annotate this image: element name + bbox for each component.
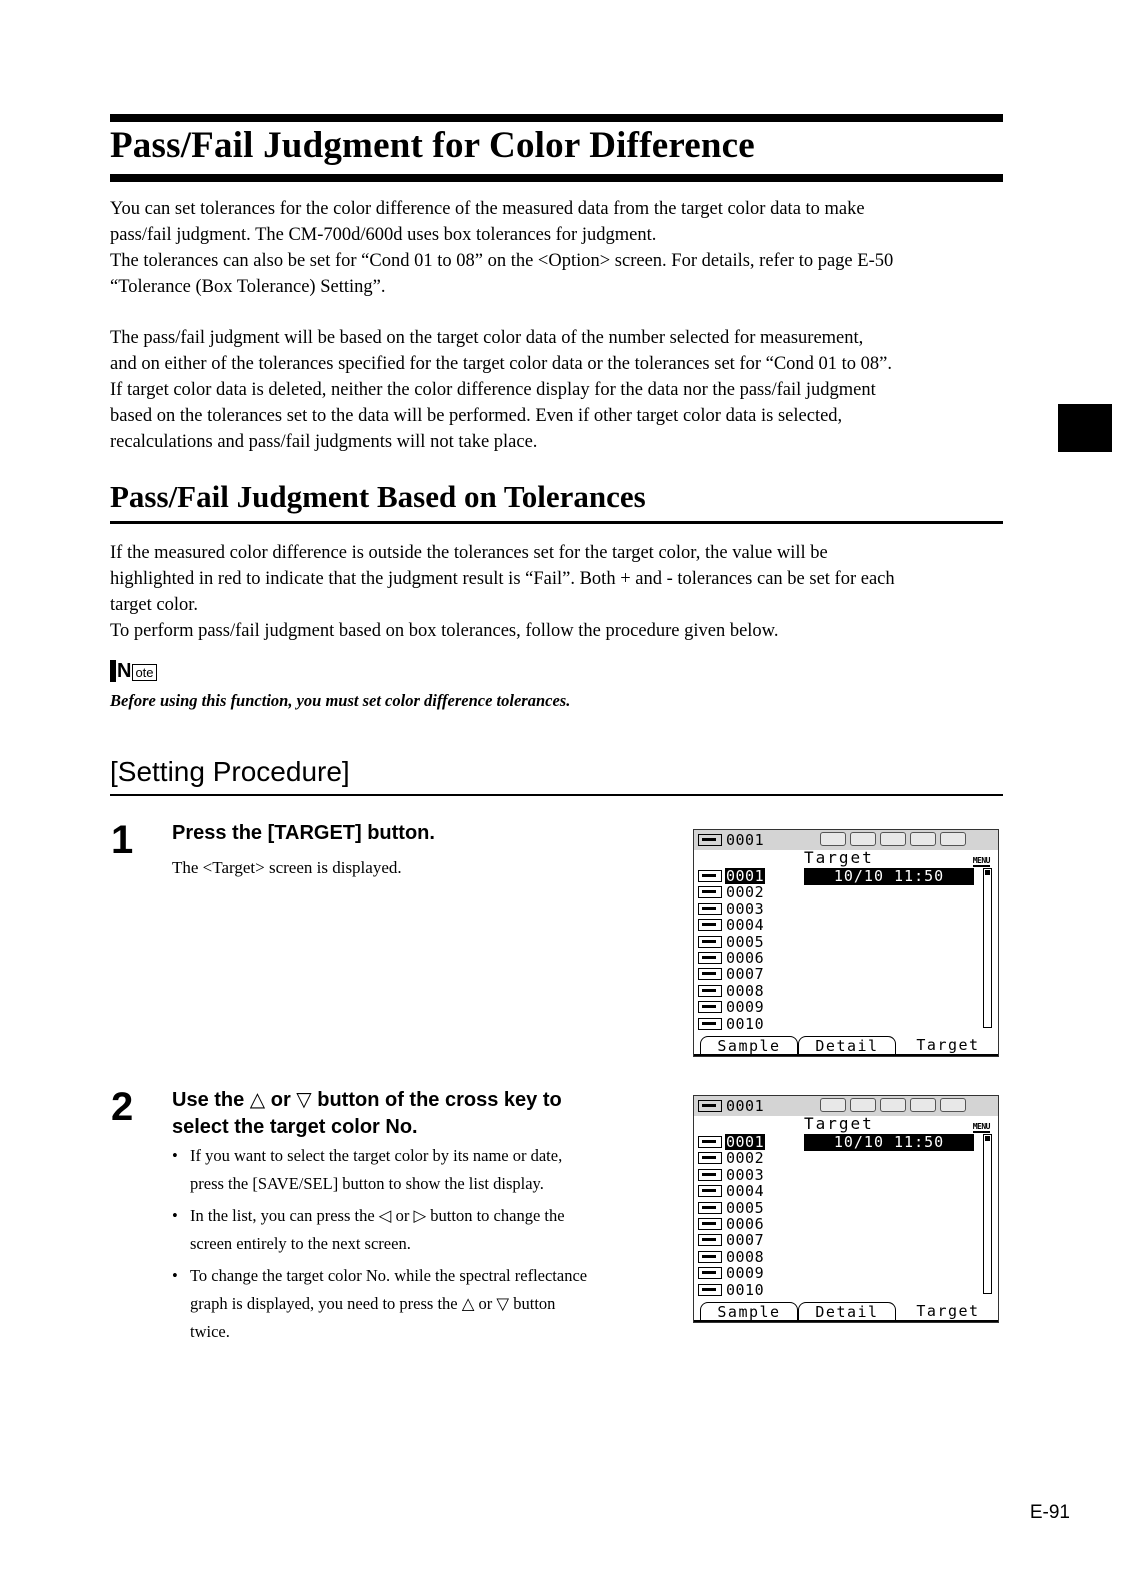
data-icon	[698, 1169, 722, 1181]
data-icon	[698, 985, 722, 997]
screen-title: Target	[804, 1114, 874, 1133]
note-badge	[110, 660, 157, 682]
bullet-item	[172, 1262, 662, 1346]
data-icon	[698, 1284, 722, 1296]
target-list-item-selected: 0001	[726, 867, 765, 885]
target-date: 10/10 11:50	[804, 868, 974, 885]
battery-icon	[910, 832, 936, 846]
bullet-line: press the [SAVE/SEL] button to show the list display.	[190, 1174, 544, 1193]
target-list-item: 0005	[726, 932, 765, 951]
section-line: To perform pass/fail judgment based on box tolerances, follow the procedure given below.	[110, 621, 779, 641]
target-list-item: 0003	[726, 899, 765, 918]
target-list-item: 0009	[726, 998, 765, 1017]
scroll-thumb	[985, 870, 990, 875]
intro-line: The tolerances can also be set for “Cond 01 to 08” on the <Option> screen. For details, refer to page E-50	[110, 251, 894, 271]
target-list-item: 0002	[726, 883, 765, 902]
target-list-item: 0006	[726, 949, 765, 967]
tab-sample: Sample	[700, 1036, 798, 1056]
bullet-item	[172, 1202, 662, 1258]
step-1-number: 1	[111, 818, 134, 862]
tab-target: Target	[916, 1302, 980, 1320]
data-icon	[698, 1251, 722, 1263]
bullet-line: screen entirely to the next screen.	[190, 1234, 411, 1253]
step-2-title	[172, 1087, 562, 1141]
data-icon	[698, 1018, 722, 1030]
bullet-line: • To change the target color No. while the spectral reflectance	[190, 1266, 588, 1285]
data-icon	[698, 1234, 722, 1246]
procedure-title: [Setting Procedure]	[110, 756, 350, 787]
bullet-item	[172, 1142, 662, 1198]
intro-line: recalculations and pass/fail judgments will not take place.	[110, 432, 538, 452]
bullet-line: • In the list, you can press the ◁ or ▷ button to change the	[190, 1206, 565, 1225]
page-title: Pass/Fail Judgment for Color Difference	[110, 125, 755, 166]
target-list-item: 0008	[726, 981, 765, 1000]
data-icon	[698, 1185, 722, 1197]
target-list-item: 0002	[726, 1149, 765, 1168]
bullet-line: twice.	[190, 1322, 230, 1341]
mode-icon	[820, 1098, 846, 1112]
illuminant-icon	[850, 1098, 876, 1112]
target-list-item: 0007	[726, 1231, 765, 1250]
step-2-title-line: select the target color No.	[172, 1116, 418, 1138]
target-list-item: 0008	[726, 1247, 765, 1266]
note-badge-ote: ote	[132, 664, 156, 681]
intro-paragraph-1	[110, 196, 1010, 300]
intro-line: If target color data is deleted, neither the color difference display for the data nor the pass/fail judgment	[110, 380, 876, 400]
scrollbar	[983, 1134, 992, 1294]
status-icons	[820, 832, 966, 846]
section-line: highlighted in red to indicate that the judgment result is “Fail”. Both + and - tolerances can be set for each	[110, 569, 895, 589]
target-list-item: 0007	[726, 965, 765, 984]
menu-icon: MENU	[972, 856, 990, 865]
sensor-icon	[940, 1098, 966, 1112]
step-2-title-line: Use the △ or ▽ button of the cross key to	[172, 1089, 562, 1111]
status-icons	[820, 1098, 966, 1112]
menu-icon: MENU	[972, 1122, 990, 1131]
tab-sample: Sample	[700, 1302, 798, 1322]
target-list-item: 0009	[726, 1264, 765, 1283]
data-icon	[698, 952, 722, 964]
battery-icon	[910, 1098, 936, 1112]
section-title: Pass/Fail Judgment Based on Tolerances	[110, 479, 646, 514]
note-text: Before using this function, you must set color difference tolerances.	[110, 691, 571, 710]
target-list-item: 0006	[726, 1215, 765, 1233]
intro-line: based on the tolerances set to the data will be performed. Even if other target color data is selected,	[110, 406, 843, 426]
data-icon	[698, 1152, 722, 1164]
step-1-title: Press the [TARGET] button.	[172, 822, 435, 844]
data-icon	[698, 1001, 722, 1013]
intro-line: “Tolerance (Box Tolerance) Setting”.	[110, 277, 386, 297]
intro-line: pass/fail judgment. The CM-700d/600d uses box tolerances for judgment.	[110, 225, 657, 245]
tab-target: Target	[916, 1036, 980, 1054]
data-icon	[698, 1218, 722, 1230]
page-number: E-91	[1029, 1502, 1070, 1523]
data-icon	[698, 1267, 722, 1279]
target-list-item: 0005	[726, 1198, 765, 1217]
data-icon	[698, 968, 722, 980]
data-icon	[698, 1202, 722, 1214]
bullet-line: • If you want to select the target color by its name or date,	[190, 1146, 563, 1165]
illuminant-icon	[850, 832, 876, 846]
intro-line: and on either of the tolerances specified for the target color data or the tolerances set for “Cond 01 to 08”.	[110, 354, 893, 374]
power-icon	[880, 1098, 906, 1112]
data-icon	[698, 886, 722, 898]
section-line: If the measured color difference is outside the tolerances set for the target color, the value will be	[110, 543, 828, 563]
tab-detail: Detail	[798, 1302, 896, 1322]
scroll-thumb	[985, 1136, 990, 1141]
intro-line: You can set tolerances for the color difference of the measured data from the target color data to make	[110, 199, 865, 219]
step-1-desc: The <Target> screen is displayed.	[172, 858, 402, 877]
mode-icon	[820, 832, 846, 846]
target-list-item-selected: 0001	[726, 1133, 765, 1151]
section-paragraph	[110, 540, 1010, 644]
target-list-item: 0003	[726, 1165, 765, 1184]
note-badge-N: N	[117, 660, 132, 682]
target-date: 10/10 11:50	[804, 1134, 974, 1151]
intro-line: The pass/fail judgment will be based on the target color data of the number selected for measurement,	[110, 328, 864, 348]
tab-detail: Detail	[798, 1036, 896, 1056]
data-icon	[698, 936, 722, 948]
scrollbar	[983, 868, 992, 1028]
power-icon	[880, 832, 906, 846]
title-bottom-rule	[110, 174, 1003, 182]
data-icon	[698, 834, 722, 846]
section-line: target color.	[110, 595, 199, 615]
sensor-icon	[940, 832, 966, 846]
target-list-item: 0010	[726, 1014, 765, 1033]
data-icon	[698, 903, 722, 915]
step-2-bullets	[172, 1142, 662, 1350]
screen-title: Target	[804, 848, 874, 867]
intro-paragraph-2	[110, 325, 1010, 455]
data-icon	[698, 1100, 722, 1112]
header-number: 0001	[726, 1097, 765, 1115]
target-screen-2	[693, 1095, 999, 1323]
target-list-item: 0010	[726, 1280, 765, 1299]
step-2-number: 2	[111, 1085, 134, 1129]
bullet-line: graph is displayed, you need to press the △ or ▽ button	[190, 1294, 556, 1313]
chapter-side-tab	[1058, 404, 1112, 452]
title-top-rule	[110, 114, 1003, 122]
section-rule	[110, 521, 1003, 524]
target-list-item: 0004	[726, 1182, 765, 1201]
data-icon	[698, 870, 722, 882]
data-icon	[698, 919, 722, 931]
target-screen-1	[693, 829, 999, 1057]
target-list-item: 0004	[726, 916, 765, 935]
procedure-rule	[110, 794, 1003, 796]
data-icon	[698, 1136, 722, 1148]
header-number: 0001	[726, 831, 765, 849]
